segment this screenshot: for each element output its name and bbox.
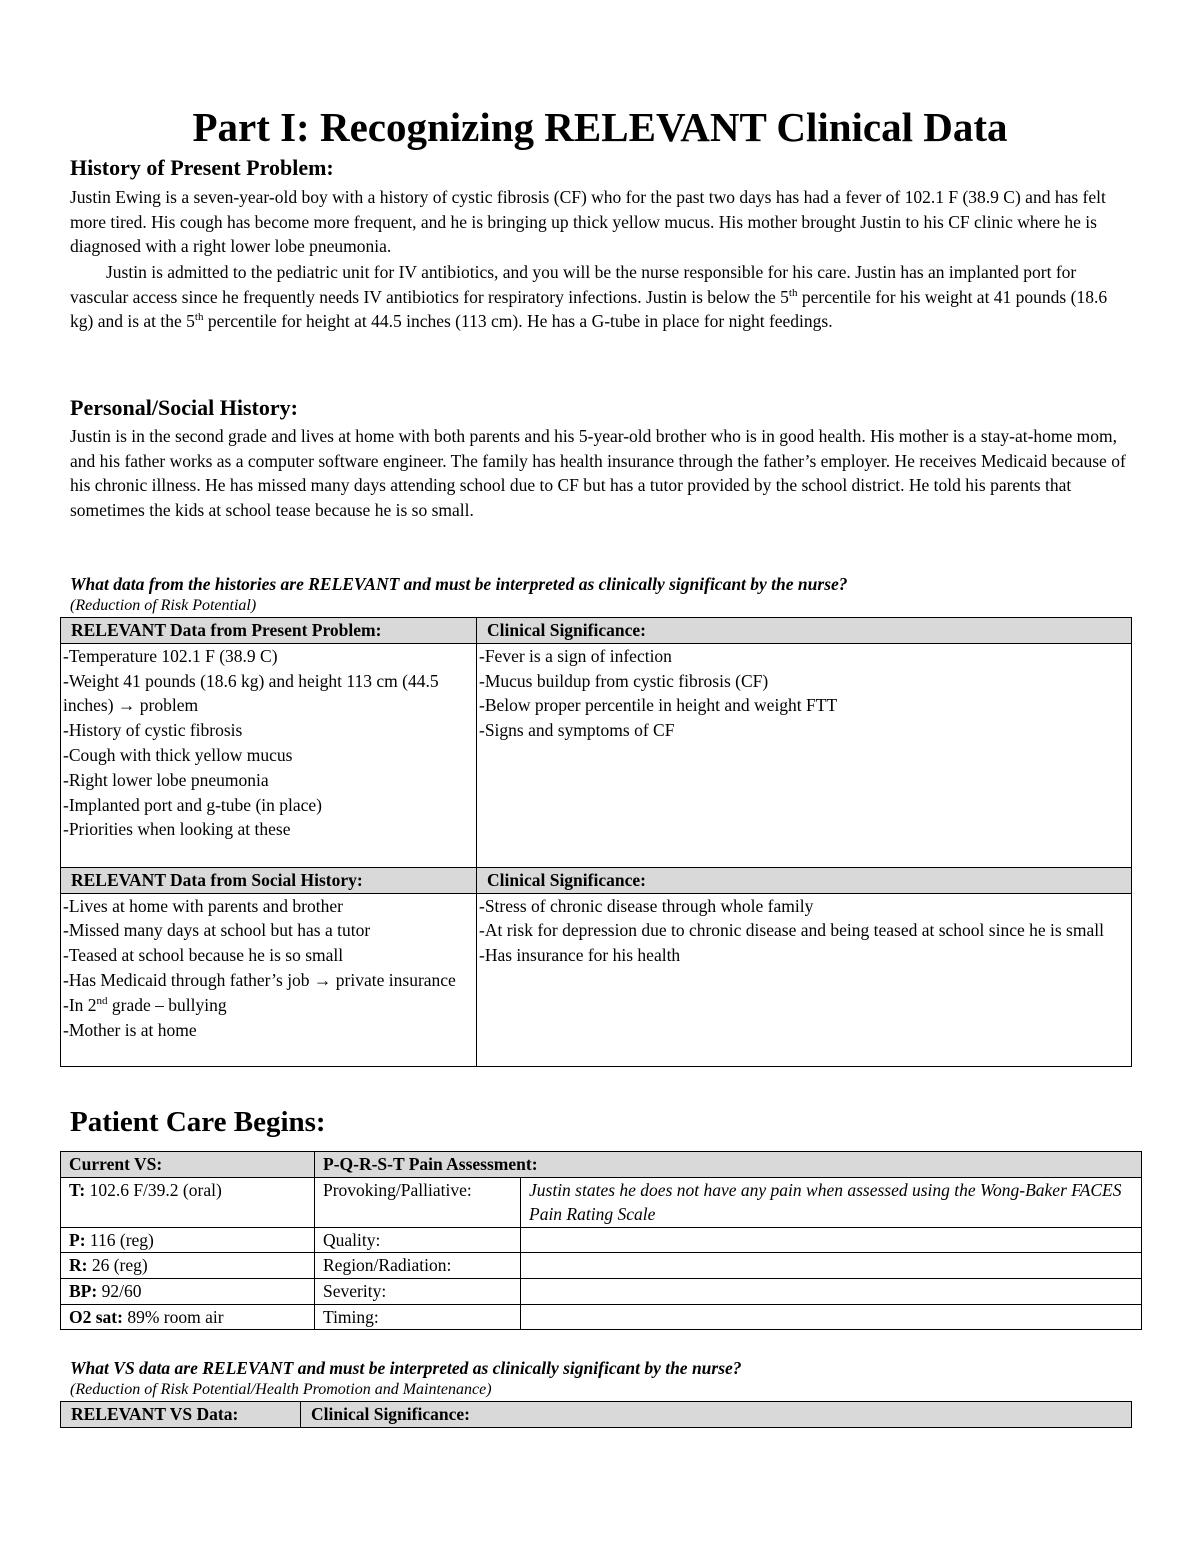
pain-label-cell: Severity: <box>315 1278 521 1304</box>
vital-signs-table <box>60 1151 1142 1330</box>
pain-value-cell <box>521 1278 1142 1304</box>
vs-label: O2 sat: <box>69 1306 123 1327</box>
table-row <box>61 1177 1142 1227</box>
pain-label-cell: Provoking/Palliative: <box>315 1177 521 1227</box>
list-item: -Cough with thick yellow mucus <box>63 744 293 765</box>
vs-label: BP: <box>69 1280 98 1301</box>
table-row <box>61 893 1132 1066</box>
vs-cell <box>61 1278 315 1304</box>
table-row <box>61 1227 1142 1253</box>
vs-cell <box>61 1177 315 1227</box>
list-item: -Teased at school because he is so small <box>63 945 344 966</box>
table-header-row <box>61 1152 1142 1178</box>
vs-label: P: <box>69 1229 86 1250</box>
table-header-row <box>61 867 1132 893</box>
list-item: -Implanted port and g-tube (in place) <box>63 794 322 815</box>
list-item: -Fever is a sign of infection <box>479 645 672 666</box>
social-paragraph: Justin is in the second grade and lives at home with both parents and his 5-year-old brother who is in good health. His mother is a stay-at-home mom, and his father works as a computer software engineer. The family has health insurance through the father’s employer. He receives Medicaid because of his chronic illness. He has missed many days attending school due to CF but has a tutor provided by the school district. He told his parents that sometimes the kids at school tease because he is so small. <box>70 426 1126 520</box>
pain-assessment-header: P-Q-R-S-T Pain Assessment: <box>315 1152 1142 1178</box>
vs-value: 26 (reg) <box>87 1255 148 1276</box>
list-item-part: -In 2 <box>63 994 97 1015</box>
history-paragraph-2 <box>70 260 1132 334</box>
present-data-header: RELEVANT Data from Present Problem: <box>61 618 477 644</box>
list-item: -Right lower lobe pneumonia <box>63 769 269 790</box>
pain-label-cell: Region/Radiation: <box>315 1253 521 1279</box>
list-item: -Lives at home with parents and brother <box>63 895 343 916</box>
question-vs: What VS data are RELEVANT and must be interpreted as clinically significant by the nurse? <box>70 1358 742 1378</box>
vs-value: 92/60 <box>97 1280 142 1301</box>
relevant-vs-table <box>60 1401 1132 1428</box>
vs-value: 102.6 F/39.2 (oral) <box>85 1179 222 1200</box>
social-significance-cell <box>477 893 1132 1066</box>
present-data-cell <box>61 643 477 867</box>
list-item <box>63 993 474 1018</box>
question-histories-note: (Reduction of Risk Potential) <box>70 597 257 614</box>
social-data-header: RELEVANT Data from Social History: <box>61 867 477 893</box>
list-item: -Stress of chronic disease through whole family <box>479 895 814 916</box>
vs-cell <box>61 1253 315 1279</box>
table-row <box>61 643 1132 867</box>
list-item: -Below proper percentile in height and weight FTT <box>479 695 838 716</box>
history-paragraph-2-part-a: Justin is admitted to the pediatric unit for IV antibiotics, and you will be the nurse responsible for his care. Justin has an implanted port for vascular access since he frequently needs IV antibiotics for respiratory infections. Justin is below the 5 <box>70 262 1077 307</box>
social-data-cell <box>61 893 477 1066</box>
history-paragraph-1: Justin Ewing is a seven-year-old boy with a history of cystic fibrosis (CF) who for the past two days has had a fever of 102.1 F (38.9 C) and has felt more tired. His cough has become more frequent, and he is bringing up thick yellow mucus. His mother brought Justin to his CF clinic where he is diagnosed with a right lower lobe pneumonia. <box>70 187 1106 256</box>
superscript: th <box>788 286 798 299</box>
list-item: -Has Medicaid through father’s job → private insurance <box>63 969 456 990</box>
list-item: -Has insurance for his health <box>479 945 681 966</box>
relevant-vs-header: RELEVANT VS Data: <box>61 1402 301 1428</box>
list-item: -At risk for depression due to chronic disease and being teased at school since he is small <box>479 920 1104 941</box>
list-item: -Temperature 102.1 F (38.9 C) <box>63 645 278 666</box>
vs-label: T: <box>69 1179 86 1200</box>
list-item: -Mucus buildup from cystic fibrosis (CF) <box>479 670 769 691</box>
social-significance-header: Clinical Significance: <box>477 867 1132 893</box>
history-heading: History of Present Problem: <box>70 155 334 180</box>
list-item: -Missed many days at school but has a tutor <box>63 920 371 941</box>
list-item-part: grade – bullying <box>107 994 227 1015</box>
history-paragraph-2-part-b: percentile for his weight at 41 pounds (18.6 kg) and is at the 5 <box>70 286 1108 331</box>
list-item: -Signs and symptoms of CF <box>479 720 675 741</box>
vs-cell <box>61 1304 315 1330</box>
superscript: nd <box>96 994 108 1007</box>
pain-value-cell <box>521 1253 1142 1279</box>
table-row <box>61 1253 1142 1279</box>
pain-value-cell <box>521 1227 1142 1253</box>
pain-label-cell: Timing: <box>315 1304 521 1330</box>
table-row <box>61 1304 1142 1330</box>
current-vs-header: Current VS: <box>61 1152 315 1178</box>
list-item: -Priorities when looking at these <box>63 819 291 840</box>
table-row <box>61 1278 1142 1304</box>
pain-label-cell: Quality: <box>315 1227 521 1253</box>
relevant-vs-significance-header: Clinical Significance: <box>301 1402 1132 1428</box>
pain-value-cell: Justin states he does not have any pain when assessed using the Wong-Baker FACES Pain Rating Scale <box>521 1177 1142 1227</box>
vs-label: R: <box>69 1255 88 1276</box>
vs-value: 89% room air <box>122 1306 224 1327</box>
present-significance-header: Clinical Significance: <box>477 618 1132 644</box>
patient-care-heading: Patient Care Begins: <box>70 1106 326 1138</box>
list-item: -Weight 41 pounds (18.6 kg) and height 113 cm (44.5 inches) → problem <box>63 670 439 716</box>
present-significance-cell <box>477 643 1132 867</box>
histories-table <box>60 617 1132 1067</box>
question-vs-note: (Reduction of Risk Potential/Health Promotion and Maintenance) <box>70 1381 492 1398</box>
history-paragraph-2-part-c: percentile for height at 44.5 inches (113 cm). He has a G-tube in place for night feedings. <box>203 311 833 331</box>
superscript: th <box>194 311 204 324</box>
vs-value: 116 (reg) <box>85 1229 154 1250</box>
question-histories: What data from the histories are RELEVANT and must be interpreted as clinically significant by the nurse? <box>70 574 848 594</box>
list-item: -Mother is at home <box>63 1019 197 1040</box>
table-header-row <box>61 1402 1132 1428</box>
social-heading: Personal/Social History: <box>70 395 298 420</box>
page-title: Part I: Recognizing RELEVANT Clinical Data <box>192 104 1008 150</box>
list-item: -History of cystic fibrosis <box>63 720 243 741</box>
table-header-row <box>61 618 1132 644</box>
pain-value-cell <box>521 1304 1142 1330</box>
vs-cell <box>61 1227 315 1253</box>
